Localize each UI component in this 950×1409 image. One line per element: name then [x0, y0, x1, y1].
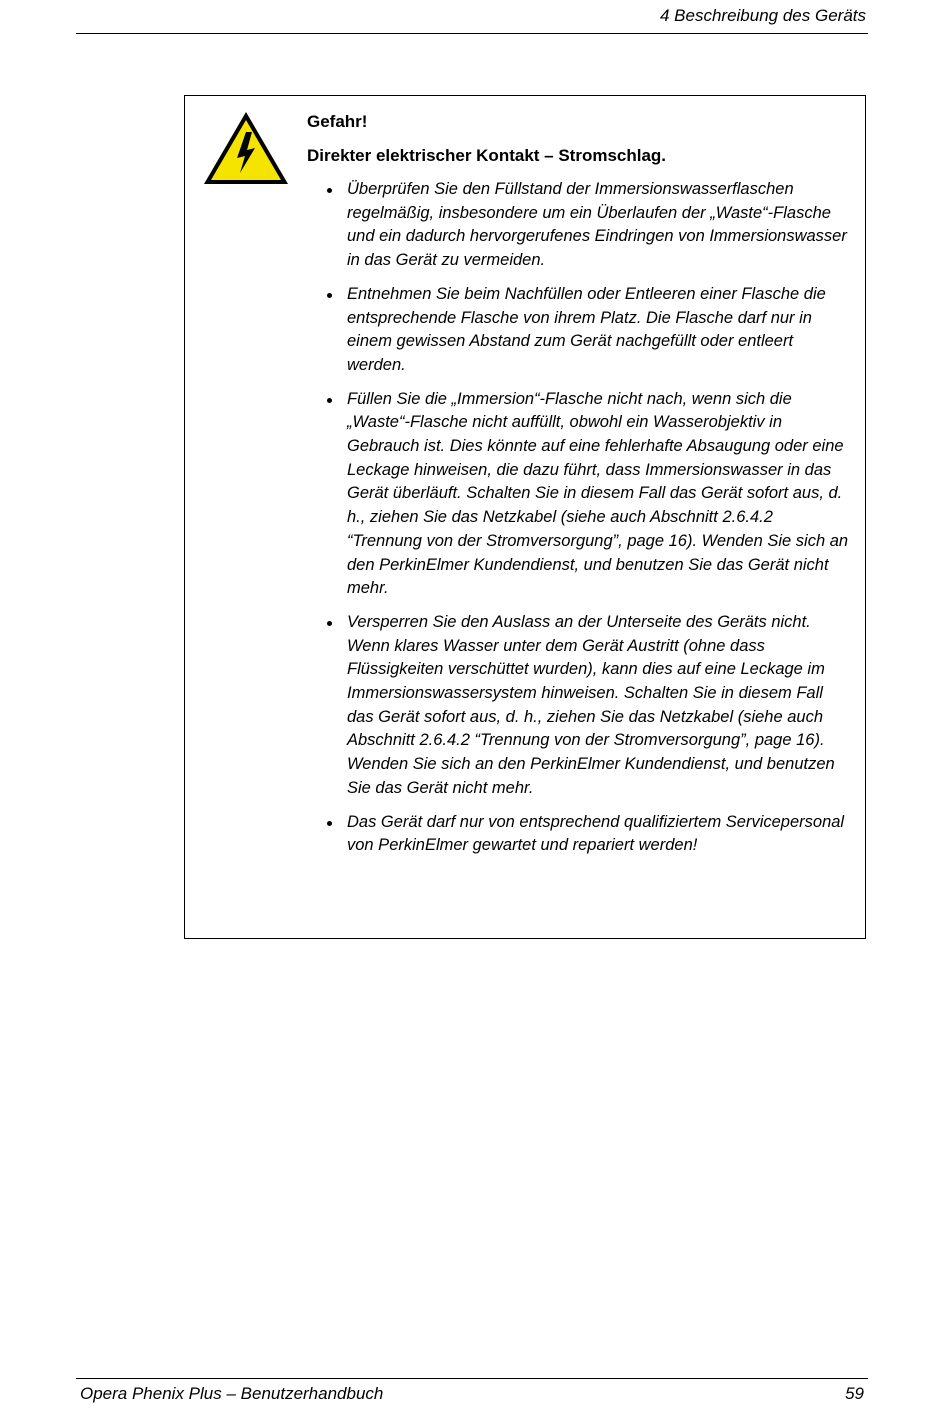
list-item-text: Das Gerät darf nur von entsprechend qualifiziertem Servicepersonal von PerkinElmer gewartet und repariert werden! [347, 812, 845, 855]
high-voltage-warning-icon [202, 110, 290, 186]
bullet-icon [327, 621, 332, 626]
bullet-icon [327, 821, 332, 826]
chapter-title: 4 Beschreibung des Geräts [659, 6, 866, 25]
list-item [307, 388, 852, 601]
list-item [307, 811, 852, 858]
list-item-text: Füllen Sie die „Immersion“-Flasche nicht nach, wenn sich die „Waste“-Flasche nicht auffüllt, obwohl ein Wasserobjektiv in Gebrauch ist. Dies könnte auf eine fehlerhafte Absaugung oder eine Leckage hinweisen, die dazu führt, dass Immersionswasser in das Gerät überläuft. Schalten Sie in diesem Fall das Gerät sofort aus, d. h., ziehen Sie das Netzkabel (siehe auch Abschnitt 2.6.4.2 “Trennung von der Stromversorgung”, page 16). Wenden Sie sich an den PerkinElmer Kundendienst, und benutzen Sie das Gerät nicht mehr. [347, 389, 849, 598]
bullet-icon [327, 293, 332, 298]
danger-warning-box [184, 95, 866, 939]
bullet-icon [327, 398, 332, 403]
list-item-text: Versperren Sie den Auslass an der Unterseite des Geräts nicht. Wenn klares Wasser unter dem Gerät Austritt (ohne dass Flüssigkeiten verschüttet wurden), kann dies auf eine Leckage im Immersionswassersystem hinweisen. Schalten Sie in diesem Fall das Gerät sofort aus, d. h., ziehen Sie das Netzkabel (siehe auch Abschnitt 2.6.4.2 “Trennung von der Stromversorgung”, page 16). Wenden Sie sich an den PerkinElmer Kundendienst, und benutzen Sie das Gerät nicht mehr. [347, 612, 835, 797]
bullet-icon [327, 188, 332, 193]
page-footer [76, 1378, 868, 1409]
document-title: Opera Phenix Plus – Benutzerhandbuch [80, 1384, 384, 1403]
warning-list [307, 178, 852, 858]
list-item-text: Entnehmen Sie beim Nachfüllen oder Entleeren einer Flasche die entsprechende Flasche von ihrem Platz. Die Flasche darf nur in einem gewissen Abstand zum Gerät nachgefüllt oder entleert werden. [347, 284, 826, 374]
list-item-text: Überprüfen Sie den Füllstand der Immersionswasserflaschen regelmäßig, insbesondere um ein Überlaufen der „Waste“-Flasche und ein dadurch hervorgerufenes Eindringen von Immersionswasser in das Gerät zu vermeiden. [347, 180, 847, 270]
page-number: 59 [845, 1384, 864, 1403]
list-item [307, 611, 852, 801]
warning-content [307, 110, 852, 868]
warning-subheading: Direkter elektrischer Kontakt – Stromschlag. [307, 146, 667, 165]
list-item [307, 178, 852, 273]
list-item [307, 283, 852, 378]
warning-heading: Gefahr! [307, 112, 368, 131]
page-header [76, 0, 868, 34]
